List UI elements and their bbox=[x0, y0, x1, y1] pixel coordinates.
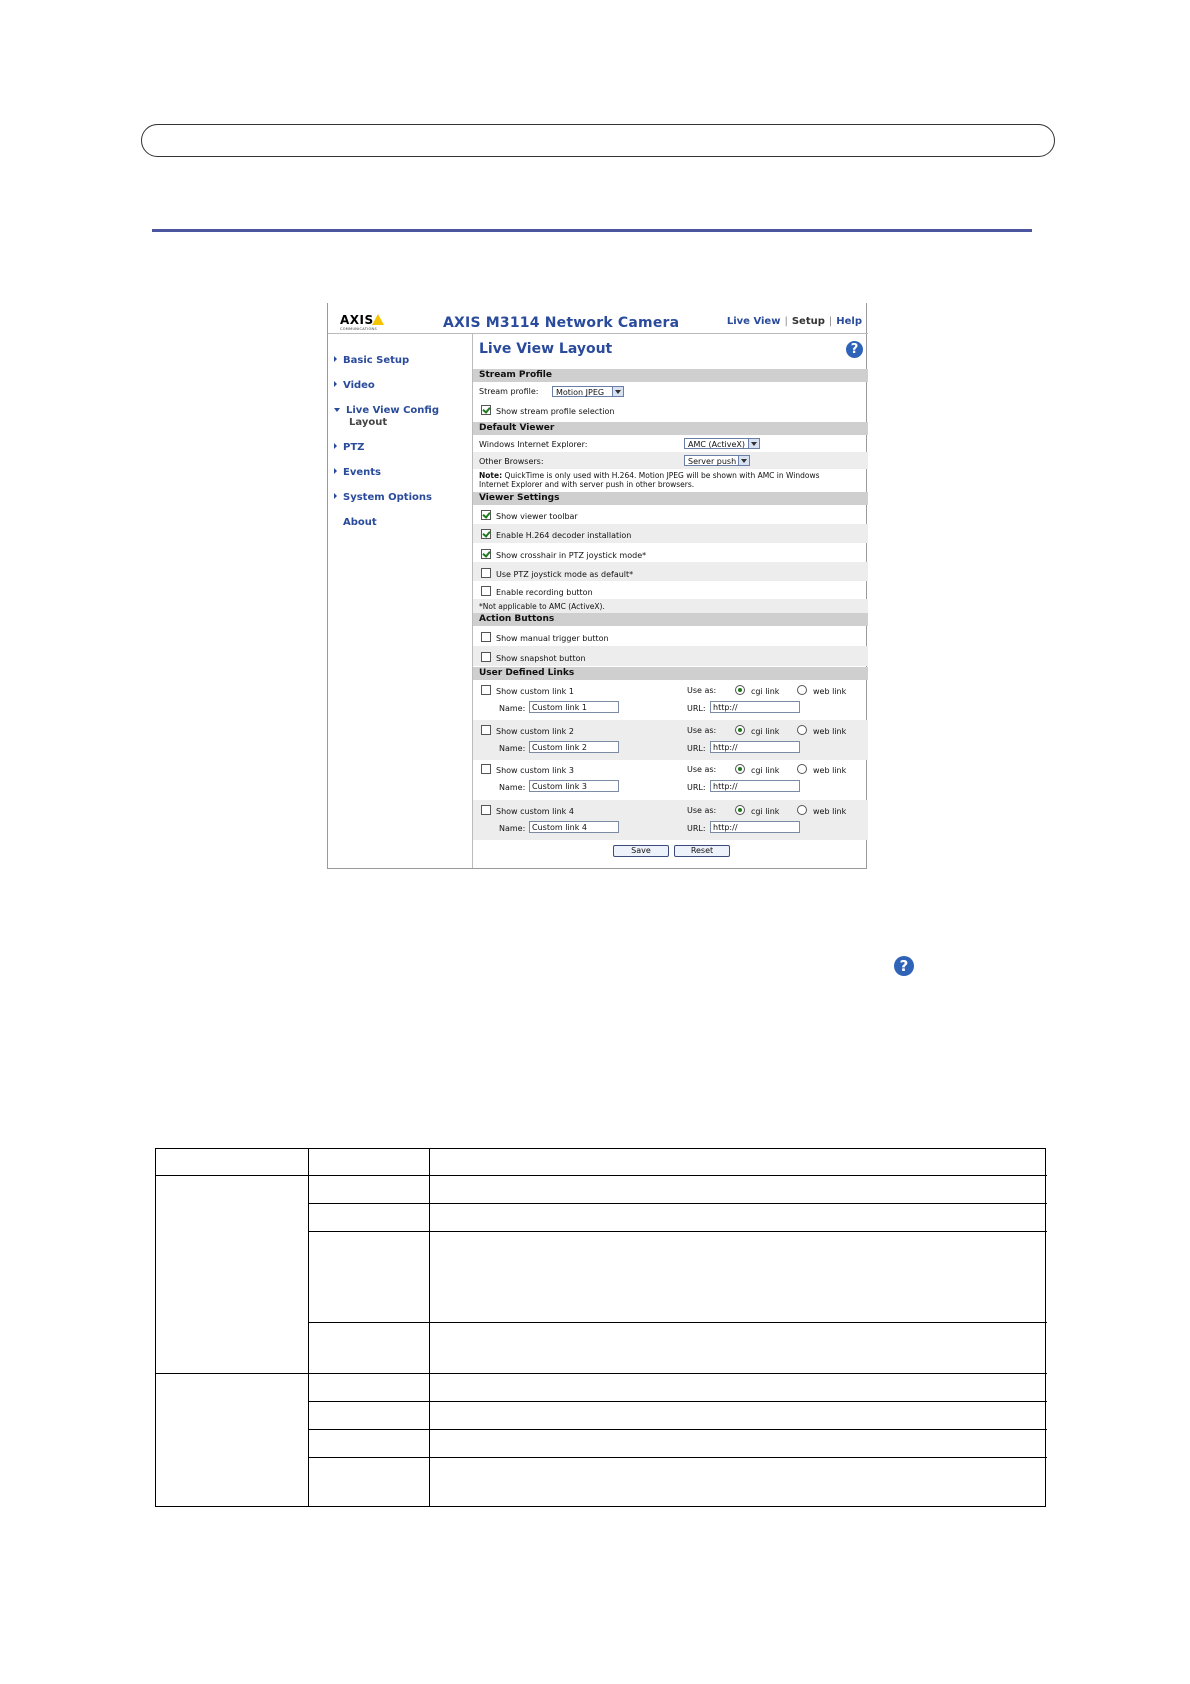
custom-link-3-cgi-radio[interactable] bbox=[735, 764, 745, 774]
left-nav bbox=[328, 334, 473, 868]
custom-link-1-cgi-radio[interactable] bbox=[735, 685, 745, 695]
stream-profile-header: Stream Profile bbox=[473, 369, 868, 382]
stream-profile-label: Stream profile: bbox=[479, 387, 539, 396]
section-rule bbox=[152, 229, 1032, 232]
nav-ptz[interactable]: PTZ bbox=[334, 442, 364, 453]
custom-link-3-checkbox[interactable] bbox=[481, 764, 491, 774]
custom-link-1-web-radio[interactable] bbox=[797, 685, 807, 695]
nav-basic-setup[interactable]: Basic Setup bbox=[334, 355, 409, 366]
enable-h264-checkbox[interactable] bbox=[481, 529, 491, 539]
viewer-settings-header: Viewer Settings bbox=[473, 492, 868, 505]
ie-label: Windows Internet Explorer: bbox=[479, 440, 588, 449]
custom-link-1-url[interactable]: http:// bbox=[710, 701, 800, 713]
custom-link-3-web-radio[interactable] bbox=[797, 764, 807, 774]
custom-link-2-row: Show custom link 2 Use as: cgi link web link Name: Custom link 2 URL: http:// bbox=[473, 720, 868, 760]
custom-link-3-name[interactable]: Custom link 3 bbox=[529, 780, 619, 792]
show-stream-profile-checkbox[interactable] bbox=[481, 405, 491, 415]
help-icon[interactable]: ? bbox=[846, 341, 863, 358]
ie-viewer-select[interactable]: AMC (ActiveX) bbox=[684, 438, 760, 449]
custom-link-2-url[interactable]: http:// bbox=[710, 741, 800, 753]
custom-link-4-checkbox[interactable] bbox=[481, 805, 491, 815]
other-viewer-select[interactable]: Server push bbox=[684, 455, 750, 466]
reset-button[interactable]: Reset bbox=[674, 845, 730, 857]
default-viewer-header: Default Viewer bbox=[473, 422, 868, 435]
other-browsers-label: Other Browsers: bbox=[479, 457, 544, 466]
show-viewer-toolbar-checkbox[interactable] bbox=[481, 510, 491, 520]
custom-link-2-cgi-radio[interactable] bbox=[735, 725, 745, 735]
custom-link-3-url[interactable]: http:// bbox=[710, 780, 800, 792]
viewer-note-2: Internet Explorer and with server push in other browsers. bbox=[479, 480, 695, 489]
axis-logo-sub: COMMUNICATIONS bbox=[340, 327, 377, 331]
action-buttons-header: Action Buttons bbox=[473, 613, 868, 626]
custom-link-4-row: Show custom link 4 Use as: cgi link web link Name: Custom link 4 URL: http:// bbox=[473, 800, 868, 840]
nav-system-options[interactable]: System Options bbox=[334, 492, 432, 503]
custom-link-4-name[interactable]: Custom link 4 bbox=[529, 821, 619, 833]
nav-layout[interactable]: Layout bbox=[349, 417, 388, 428]
header-pill bbox=[141, 124, 1055, 157]
help-link[interactable]: Help bbox=[836, 316, 862, 327]
custom-link-1-row: Show custom link 1 Use as: cgi link web link Name: Custom link 1 URL: http:// bbox=[473, 680, 868, 720]
custom-link-3-row: Show custom link 3 Use as: cgi link web link Name: Custom link 3 URL: http:// bbox=[473, 760, 868, 800]
save-button[interactable]: Save bbox=[613, 845, 669, 857]
custom-link-4-web-radio[interactable] bbox=[797, 805, 807, 815]
product-title: AXIS M3114 Network Camera bbox=[443, 315, 680, 331]
nav-video[interactable]: Video bbox=[334, 380, 375, 391]
live-view-link[interactable]: Live View bbox=[726, 316, 781, 327]
nav-about[interactable]: About bbox=[343, 517, 377, 528]
viewer-footnote: *Not applicable to AMC (ActiveX). bbox=[479, 602, 605, 611]
custom-link-4-url[interactable]: http:// bbox=[710, 821, 800, 833]
snapshot-checkbox[interactable] bbox=[481, 652, 491, 662]
user-links-header: User Defined Links bbox=[473, 667, 868, 680]
camera-screenshot bbox=[327, 303, 867, 869]
setup-link[interactable]: Setup bbox=[791, 316, 825, 327]
custom-link-2-web-radio[interactable] bbox=[797, 725, 807, 735]
nav-events[interactable]: Events bbox=[334, 467, 381, 478]
help-icon-inline: ? bbox=[894, 956, 914, 976]
axis-logo: AXIS bbox=[340, 313, 384, 327]
viewer-note: Note: QuickTime is only used with H.264. Motion JPEG will be shown with AMC in Windows bbox=[479, 471, 820, 480]
nav-live-view-config[interactable]: Live View Config bbox=[334, 405, 439, 416]
custom-link-1-checkbox[interactable] bbox=[481, 685, 491, 695]
manual-trigger-checkbox[interactable] bbox=[481, 632, 491, 642]
custom-link-2-checkbox[interactable] bbox=[481, 725, 491, 735]
ptz-joystick-default-checkbox[interactable] bbox=[481, 568, 491, 578]
enable-recording-checkbox[interactable] bbox=[481, 586, 491, 596]
camera-topbar bbox=[328, 303, 868, 334]
page-title: Live View Layout bbox=[479, 341, 613, 357]
custom-link-2-name[interactable]: Custom link 2 bbox=[529, 741, 619, 753]
top-links: Live View | Setup | Help bbox=[726, 316, 862, 327]
show-crosshair-checkbox[interactable] bbox=[481, 549, 491, 559]
settings-table bbox=[155, 1148, 1046, 1507]
stream-profile-select[interactable]: Motion JPEG bbox=[552, 386, 624, 397]
custom-link-1-name[interactable]: Custom link 1 bbox=[529, 701, 619, 713]
custom-link-4-cgi-radio[interactable] bbox=[735, 805, 745, 815]
main-panel: Live View Layout ? Stream Profile Stream profile: Motion JPEG Show stream profile selection Default Viewer Windows Internet Explorer: AMC (ActiveX) Other Browsers: Server push Note: QuickTime is only used with H.264. Motion JPEG will be shown with AMC in Windows Internet Explorer and with server push in other browsers. Viewer Settings Show viewer toolbar Enable H.264 decoder installation Show crosshair in PTZ joystick mode* Use PTZ joystick mode as default* Enable recording button *Not applicable to AMC (ActiveX). Action Buttons Show manual trigger button Show snapshot button User Defined Links Show custom link 1 Use as: cgi link web link Name: Custom link 1 URL: http:// Show custom link 2 Use as: cgi link web link Name: Custom link 2 URL: http:// Show custom link 3 Use as: cgi link web link Name: Custom link 3 URL: http:// Show custom link 4 Use as: cgi link web link Name: Custom link 4 URL: http:// Save Reset bbox=[473, 334, 868, 868]
show-stream-profile-row: Show stream profile selection bbox=[473, 401, 868, 418]
